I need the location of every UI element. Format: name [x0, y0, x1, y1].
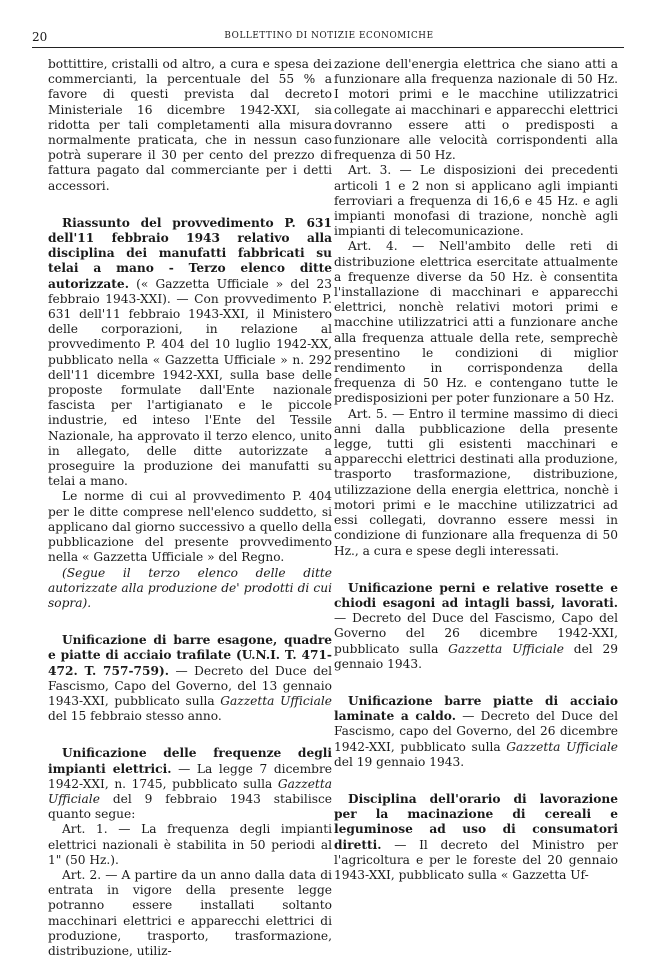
- section-orario-macinazione: [334, 792, 618, 883]
- italic-note: (Segue il terzo elenco delle ditte autorizzate alla produzione de' prodotti di cui sopra).: [48, 565, 332, 610]
- page-header: [0, 30, 658, 44]
- section-body: — Decreto del Duce del Fascismo, Capo del Governo del 26 dicembre 1942-XXI, pubblicato sulla: [334, 611, 618, 656]
- section-title: Unificazione barre piatte di acciaio laminate a caldo.: [334, 693, 618, 724]
- paragraph: bottittire, cristalli od altro, a cura e spesa dei commercianti, la percentuale del 55 % a favore di questi prevista dal decreto Ministeriale 16 dicembre 1942-XXI, sia ridotta per tali completamenti alla misura normalmente praticata, che in nessun caso potrà superare il 30 per cento del prezzo di fattura pagato dal commerciante per i detti accessori.: [48, 57, 332, 193]
- paragraph: zazione dell'energia elettrica che siano atti a funzionare alla frequenza nazionale di 50 Hz. I motori primi e le macchine utilizzatrici collegate ai macchinari e apparecchi elettrici dovranno essere atti o predisposti a funzionare alle velocità corrispondenti alla frequenza di 50 Hz.: [334, 57, 618, 163]
- gazzetta-ufficiale-ref: Gazzetta Ufficiale: [220, 693, 332, 708]
- section-body-end: del 9 febbraio 1943 stabilisce quanto segue:: [48, 791, 333, 822]
- article-2: Art. 2. — A partire da un anno dalla data di entrata in vigore della presente legge potranno essere installati soltanto macchinari elettrici e apparecchi elettrici di produzione, trasporto, trasformazione, distribuzione, utiliz-: [48, 867, 332, 958]
- section-body-end: del 29 gennaio 1943.: [334, 641, 619, 671]
- section-barre-esagone: [48, 633, 332, 724]
- gazzetta-ufficiale-ref: Gazzetta Ufficiale: [48, 776, 332, 806]
- section-body: (« Gazzetta Ufficiale » del 23 febbraio 1943-XXI). — Con provvedimento P. 631 dell'11 febbraio 1943-XXI, il Ministero delle corporazioni, in relazione al provvedimento P. 404 del 10 luglio 1942-XX, pubblicato nella « Gazzetta Ufficiale » n. 292 dell'11 dicembre 1942-XXI, sulla base delle proposte formulate dall'Ente nazionale fascista per l'artigianato e le piccole industrie, ed inteso l'Ente del Tessile Nazionale, ha approvato il terzo elenco, unito in allegato, delle ditte autorizzate a proseguire la produzione dei manufatti su telai a mano.: [48, 276, 332, 489]
- section-body-end: del 19 gennaio 1943.: [334, 754, 465, 769]
- page-number: 20: [32, 30, 48, 44]
- section-body-end: del 15 febbraio stesso anno.: [48, 709, 222, 724]
- article-5: Art. 5. — Entro il termine massimo di dieci anni dalla pubblicazione della presente legge, tutti gli esistenti macchinari e apparecchi elettrici destinati alla produzione, trasporto trasformazione, distribuzione, utilizzazione della energia elettrica, nonchè i motori primi e le macchine utilizzatrici ad essi collegati, dovranno essere messi in condizione di funzionare alla frequenza di 50 Hz., a cura e spese degli interessati.: [334, 406, 618, 558]
- right-column: [334, 57, 618, 883]
- article-4: Art. 4. — Nell'ambito delle reti di distribuzione elettrica esercitate attualmente a frequenze diverse da 50 Hz. è consentita l'installazione di macchinari e apparecchi elettrici, nonchè relativi motori primi e macchine utilizzatrici atti a funzionare anche alla frequenza attuale della rete, semprechè presentino le condizioni di miglior rendimento in corrispondenza della frequenza di 50 Hz. e contengano tutte le predisposizioni per poter funzionare a 50 Hz.: [334, 239, 618, 406]
- section-body: — La legge 7 dicembre 1942-XXI, n. 1745, pubblicato sulla: [48, 761, 333, 791]
- header-rule: [32, 47, 624, 48]
- gazzetta-ufficiale-ref: Gazzetta Ufficiale: [506, 739, 618, 754]
- left-column: [48, 57, 332, 959]
- section-title: Unificazione delle frequenze degli impianti elettrici.: [48, 746, 332, 776]
- section-barre-piatte: [334, 694, 618, 770]
- running-title: BOLLETTINO DI NOTIZIE ECONOMICHE: [224, 31, 434, 41]
- section-body: — Il decreto del Ministro per l'agricoltura e per le foreste del 20 gennaio 1943-XXI, pubblicato sulla « Gazzetta Uf-: [334, 837, 619, 882]
- section-body: — Decreto del Duce del Fascismo, capo del Governo, del 26 dicembre 1942-XXI, pubblicato sulla: [334, 709, 619, 754]
- section-riassunto-p631: [48, 216, 332, 490]
- section-title: Unificazione di barre esagone, quadre e piatte di acciaio trafilate (U.N.I. T. 471-472. T. 757-759).: [48, 633, 332, 678]
- section-title: Riassunto del provvedimento P. 631 dell'11 febbraio 1943 relativo alla disciplina dei manufatti fabbricati su telai a mano - Terzo elenco ditte autorizzate.: [48, 215, 332, 291]
- paragraph: Le norme di cui al provvedimento P. 404 per le ditte comprese nell'elenco suddetto, si applicano dal giorno successivo a quello della pubblicazione del presente provvedimento nella « Gazzetta Ufficiale » del Regno.: [48, 489, 332, 565]
- section-body: — Decreto del Duce del Fascismo, Capo del Governo, del 13 gennaio 1943-XXI, pubblicato sulla: [48, 663, 333, 708]
- section-title: Unificazione perni e relative rosette e chiodi esagoni ad intagli bassi, lavorati.: [334, 580, 618, 610]
- article-3: Art. 3. — Le disposizioni dei precedenti articoli 1 e 2 non si applicano agli impianti ferroviari a frequenza di 16,6 e 45 Hz. e agli impianti monofasi di trazione, nonchè agli impianti di telecomunicazione.: [334, 163, 618, 239]
- section-perni-rosette: [334, 581, 618, 672]
- article-1: Art. 1. — La frequenza degli impianti elettrici nazionali è stabilita in 50 periodi al 1" (50 Hz.).: [48, 822, 332, 867]
- section-title: Disciplina dell'orario di lavorazione per la macinazione di cereali e leguminose ad uso di consumatori diretti.: [334, 791, 618, 852]
- section-frequenze: [48, 746, 332, 822]
- gazzetta-ufficiale-ref: Gazzetta Ufficiale: [448, 641, 564, 656]
